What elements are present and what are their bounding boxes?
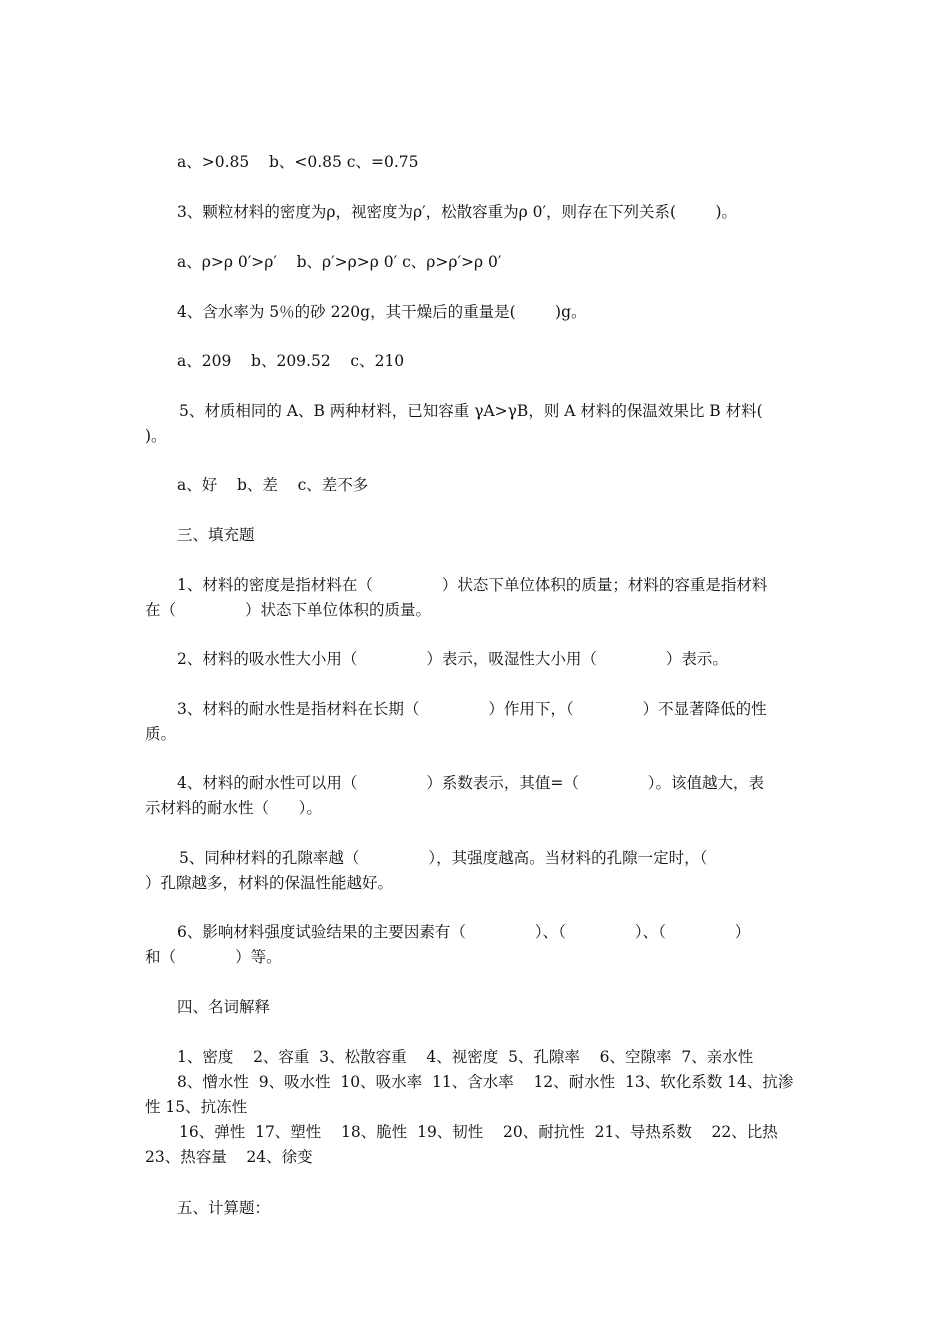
fill1-line-1: 1、材料的密度是指材料在（ ）状态下单位体积的质量；材料的容重是指材料: [177, 576, 768, 594]
fill6-line-1: 6、影响材料强度试验结果的主要因素有（ ）、（ ）、（ ）: [177, 923, 751, 941]
terms-line-4: 16、弹性 17、塑性 18、脆性 19、韧性 20、耐抗性 21、导热系数 22、比热: [179, 1123, 778, 1141]
section-3-heading: 三、填充题: [177, 526, 255, 544]
terms-line-2: 8、憎水性 9、吸水性 10、吸水率 11、含水率 12、耐水性 13、软化系数 14、抗渗: [177, 1073, 794, 1091]
q5-options: [145, 473, 807, 498]
q4-text: 4、含水率为 5％的砂 220g，其干燥后的重量是( )g。: [177, 303, 587, 321]
fill-question-5: [145, 846, 807, 896]
q3-options: [145, 250, 807, 275]
section-4-title: [145, 995, 807, 1020]
q4-options-text: a、209 b、209.52 c、210: [177, 352, 405, 370]
q5-line-1: 5、材质相同的 A、B 两种材料，已知容重 γA>γB，则 A 材料的保温效果比 B 材料(: [179, 402, 763, 420]
fill-question-4: [145, 771, 807, 821]
question-3: [145, 200, 807, 225]
terms-line-3: 性 15、抗冻性: [145, 1098, 248, 1116]
fill6-line-2: 和（ ）等。: [145, 948, 282, 966]
q5-line-2: )。: [145, 427, 167, 445]
q4-options: [145, 349, 807, 374]
fill5-line-1: 5、同种材料的孔隙率越（ ），其强度越高。当材料的孔隙一定时，（: [179, 849, 708, 867]
terms-list: [145, 1045, 807, 1170]
fill3-line-1: 3、材料的耐水性是指材料在长期（ ）作用下，（ ）不显著降低的性: [177, 700, 767, 718]
fill5-line-2: ）孔隙越多，材料的保温性能越好。: [145, 874, 394, 892]
section-5-heading: 五、计算题：: [177, 1199, 271, 1217]
fill-question-1: [145, 573, 807, 623]
q5-options-text: a、好 b、差 c、差不多: [177, 476, 369, 494]
section-3-title: [145, 523, 807, 548]
section-5-title: [145, 1196, 807, 1221]
question-5: [145, 399, 807, 449]
terms-line-5: 23、热容量 24、徐变: [145, 1148, 313, 1166]
fill1-line-2: 在（ ）状态下单位体积的质量。: [145, 601, 431, 619]
question-4: [145, 300, 807, 325]
q2-options-text: a、>0.85 b、<0.85 c、=0.75: [177, 153, 419, 171]
fill4-line-1: 4、材料的耐水性可以用（ ）系数表示，其值=（ ）。该值越大，表: [177, 774, 765, 792]
fill3-line-2: 质。: [145, 725, 177, 743]
q3-options-text: a、ρ>ρ 0′>ρ′ b、ρ′>ρ>ρ 0′ c、ρ>ρ′>ρ 0′: [177, 253, 502, 271]
q2-options: [145, 150, 807, 175]
fill-question-3: [145, 697, 807, 747]
fill4-line-2: 示材料的耐水性（ ）。: [145, 799, 322, 817]
q3-text: 3、颗粒材料的密度为ρ，视密度为ρ′，松散容重为ρ 0′，则存在下列关系( )。: [177, 203, 738, 221]
section-4-heading: 四、名词解释: [177, 998, 271, 1016]
fill2-text: 2、材料的吸水性大小用（ ）表示，吸湿性大小用（ ）表示。: [177, 650, 728, 668]
terms-line-1: 1、密度 2、容重 3、松散容重 4、视密度 5、孔隙率 6、空隙率 7、亲水性: [177, 1048, 754, 1066]
fill-question-2: [145, 647, 807, 672]
fill-question-6: [145, 920, 807, 970]
